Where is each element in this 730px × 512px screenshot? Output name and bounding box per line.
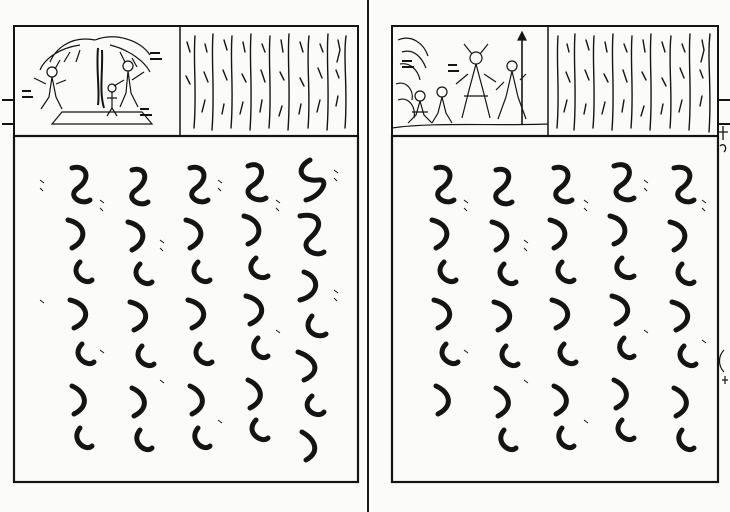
upper-frame: [14, 26, 358, 136]
body-frame: [14, 136, 358, 482]
headnote: [557, 34, 710, 132]
right-page-drawing: [372, 0, 730, 512]
margin-label: [718, 126, 728, 152]
right-page: [372, 0, 730, 512]
illustration-dancing-children: [34, 37, 152, 124]
calligraphy-columns: [432, 165, 696, 450]
calligraphy-column-3: [550, 167, 576, 447]
headnote: [186, 34, 346, 130]
calligraphy-column-1: [298, 160, 326, 460]
calligraphy-column-4: [492, 169, 518, 449]
illustration-speech-marks: [402, 60, 459, 72]
calligraphy-column-5: [68, 167, 94, 447]
calligraphy-column-4: [128, 169, 154, 449]
calligraphy-column-3: [186, 167, 212, 447]
calligraphy-column-2: [610, 165, 634, 440]
calligraphy-column-2: [244, 165, 268, 440]
calligraphy-column-5: [432, 167, 458, 414]
folio-mark: [720, 350, 729, 384]
calligraphy-columns: [68, 160, 326, 460]
calligraphy-column-1: [670, 167, 696, 449]
illustration-warriors: [392, 32, 548, 128]
upper-frame: [392, 26, 718, 136]
gutter-line: [367, 0, 369, 512]
